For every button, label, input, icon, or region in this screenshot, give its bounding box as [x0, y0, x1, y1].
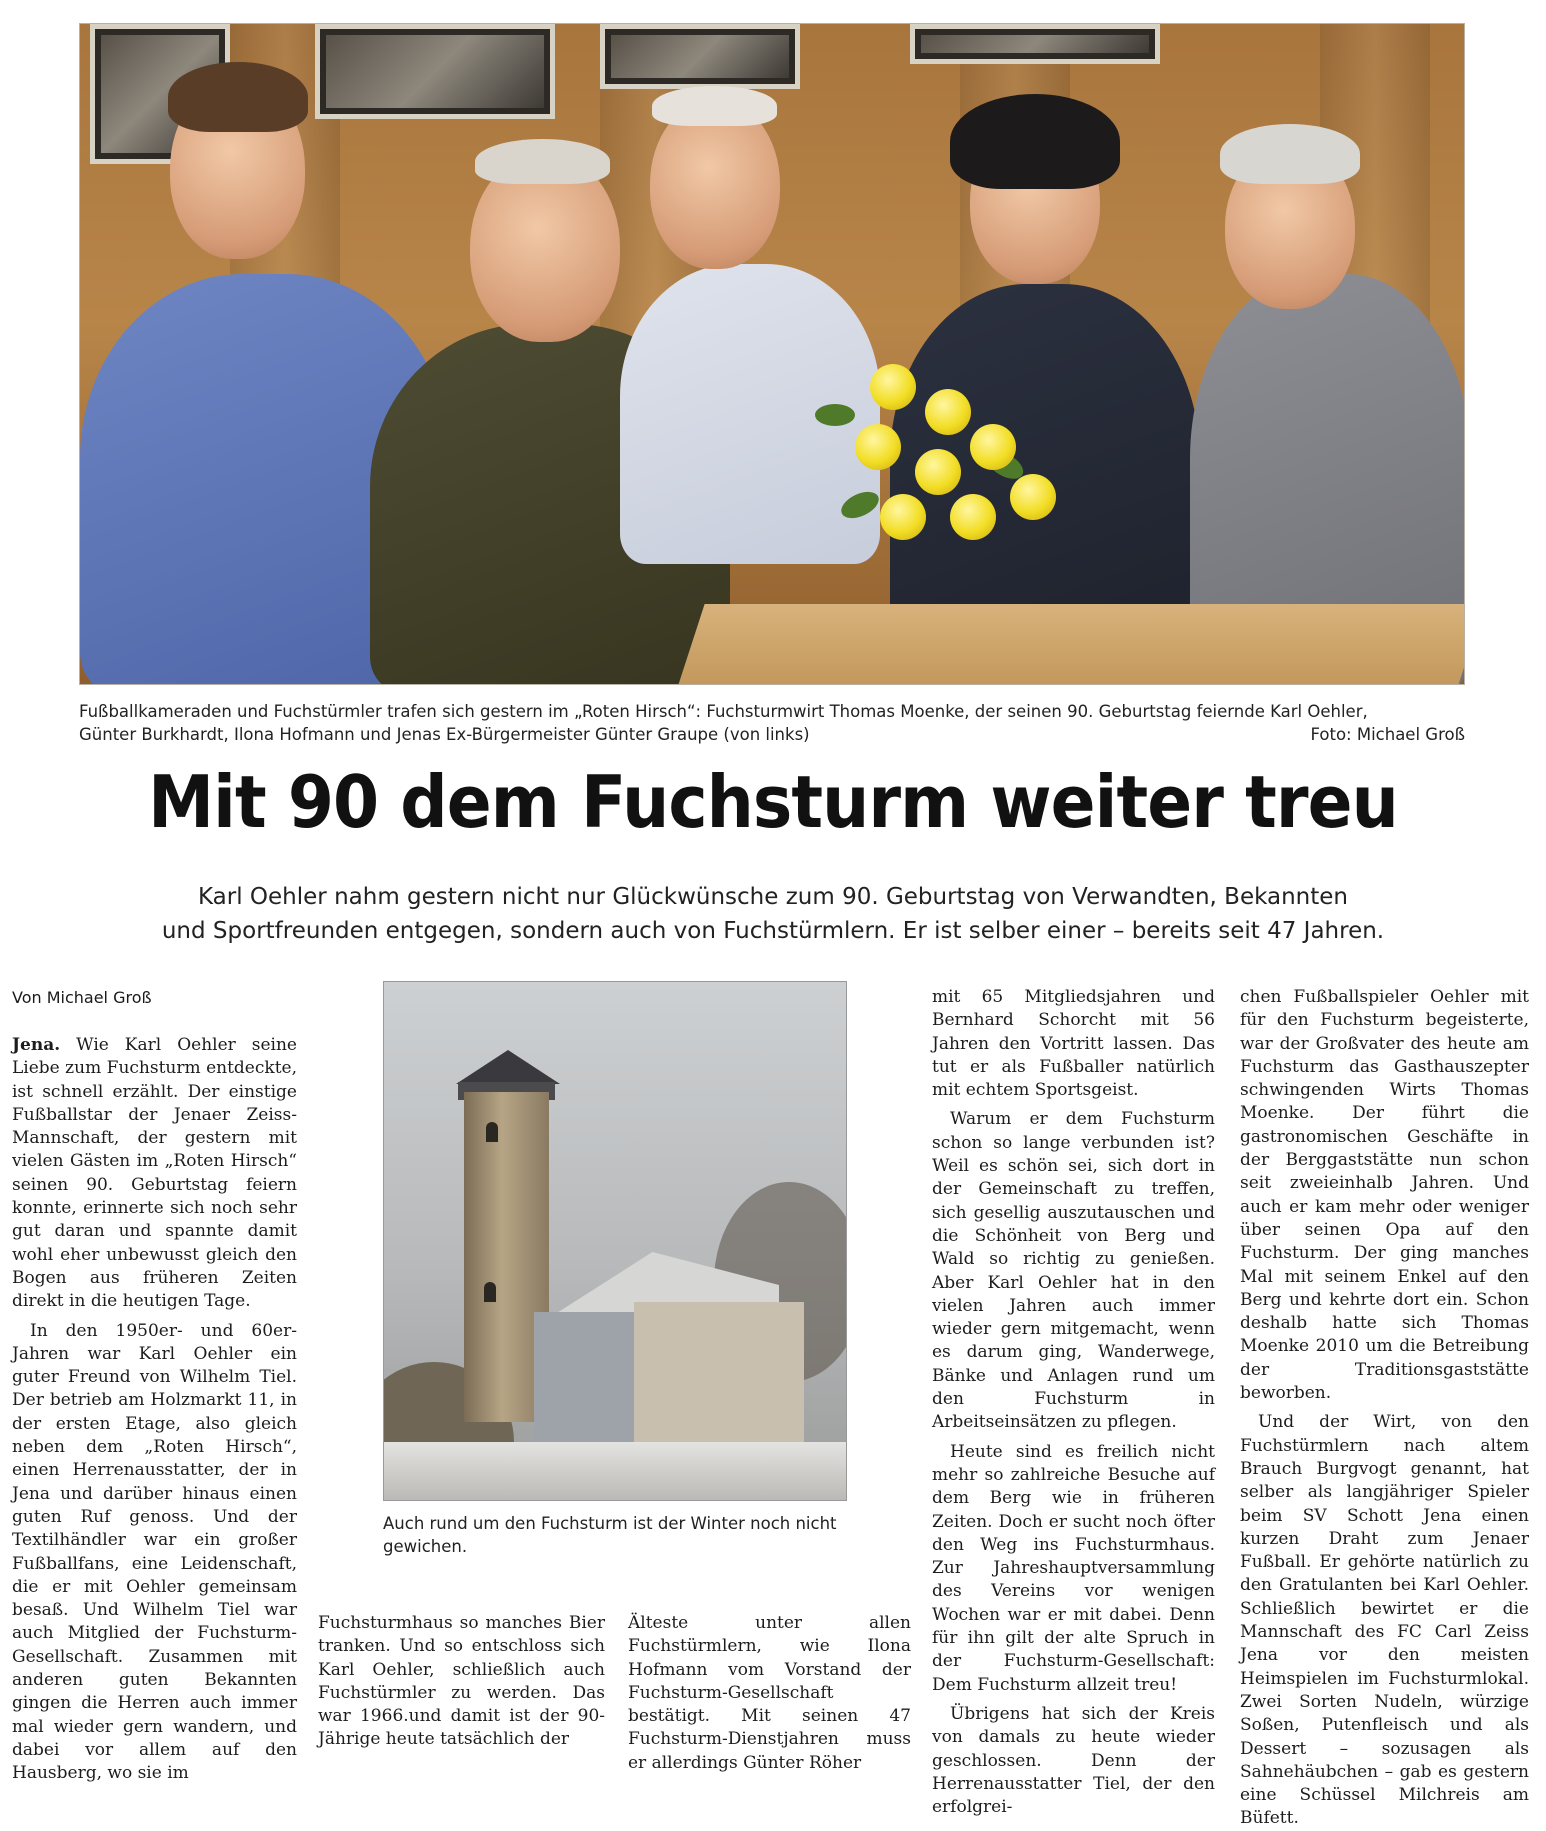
subheadline-line-2: und Sportfreunden entgegen, sondern auch von Fuchstürmlern. Er ist selber einer – bereits seit 47 Jahren.: [161, 918, 1385, 944]
article-column-2: [318, 1612, 605, 1752]
byline: Von Michael Groß: [12, 988, 152, 1007]
article-column-1: [12, 1034, 297, 1786]
article-column-3: [628, 1612, 911, 1775]
tower-photo-caption: Auch rund um den Fuchsturm ist der Winter noch nicht gewichen.: [383, 1514, 837, 1556]
group-photo: [79, 23, 1465, 685]
paragraph: mit 65 Mitgliedsjahren und Bernhard Schorcht mit 56 Jahren den Vortritt lassen. Das tut er als Fußballer natürlich mit echtem Sportsgeist.: [932, 987, 1215, 1101]
paragraph: Heute sind es freilich nicht mehr so zahlreiche Besuche auf dem Berg wie in früheren Zeiten. Doch er sucht noch öfter den Weg ins Fuchsturmhaus. Zur Jahreshauptversammlung des Vereins vor wenigen Wochen war er mit dabei. Denn für ihn gilt der alte Spruch in der Fuchsturm-Gesellschaft: Dem Fuchsturm allzeit treu!: [932, 1441, 1215, 1695]
article-column-4: [932, 986, 1215, 1819]
paragraph: Und der Wirt, von den Fuchstürmlern nach altem Brauch Burgvogt genannt, hat selber als langjähriger Spieler beim SV Schott Jena einen kurzen Draht zum Jenaer Fußball. Er gehörte natürlich zu den Gratulanten bei Karl Oehler. Schließlich bewirtet er die Mannschaft des FC Carl Zeiss Jena vor den meisten Heimspielen im Fuchsturmlokal. Zwei Sorten Nudeln, würzige Soßen, Putenfleisch und als Dessert – sozusagen als Sahnehäubchen – gab es gestern eine Schüssel Milchreis am Büfett.: [1240, 1412, 1529, 1829]
photo-caption: [79, 700, 1465, 746]
paragraph: Warum er dem Fuchsturm schon so lange verbunden ist? Weil es schön sei, sich dort in der Gemeinschaft zu treffen, sich gesellig auszutauschen und die Schönheit von Berg und Wald so richtig zu genießen. Aber Karl Oehler hat in den vielen Jahren auch immer wieder gern mitgemacht, wenn es darum ging, Wanderwege, Bänke und Anlagen rund um den Fuchsturm in Arbeitseinsätzen zu pflegen.: [932, 1109, 1215, 1433]
photo-caption-line-2: Günter Burkhardt, Ilona Hofmann und Jenas Ex-Bürgermeister Günter Graupe (von links): [79, 725, 810, 744]
headline: Mit 90 dem Fuchsturm weiter treu: [148, 760, 1398, 844]
photo-credit: Foto: Michael Groß: [1310, 725, 1465, 744]
paragraph: Übrigens hat sich der Kreis von damals zu heute wieder geschlossen. Denn der Herrenausstatter Tiel, der den erfolgrei-: [932, 1703, 1215, 1818]
photo-caption-line-1: Fußballkameraden und Fuchstürmler trafen sich gestern im „Roten Hirsch“: Fuchsturmwirt Thomas Moenke, der seinen 90. Geburtstag feiernde Karl Oehler,: [79, 702, 1368, 721]
subheadline-line-1: Karl Oehler nahm gestern nicht nur Glückwünsche zum 90. Geburtstag von Verwandten, Bekannten: [198, 884, 1348, 910]
dateline: Jena.: [12, 1035, 61, 1055]
paragraph: Älteste unter allen Fuchstürmlern, wie Ilona Hofmann vom Vorstand der Fuchsturm-Gesellschaft bestätigt. Mit seinen 47 Fuchsturm-Dienstjahren muss er allerdings Günter Röher: [628, 1613, 911, 1773]
paragraph: In den 1950er- und 60er-Jahren war Karl Oehler ein guter Freund von Wilhelm Tiel. Der betrieb am Holzmarkt 11, in der ersten Etage, also gleich neben dem „Roten Hirsch“, einen Herrenausstatter, der in Jena und darüber hinaus einen guten Ruf genoss. Und der Textilhändler war ein großer Fußballfans, eine Leidenschaft, die er mit Oehler gemeinsam besaß. Und Wilhelm Tiel war auch Mitglied der Fuchsturm-Gesellschaft. Zusammen mit anderen guten Bekannten gingen die Herren auch immer mal wieder gern wandern, und dabei vor allem auf den Hausberg, wo sie im: [12, 1320, 297, 1784]
paragraph: Fuchsturmhaus so manches Bier tranken. Und so entschloss sich Karl Oehler, schließlich auch Fuchstürmler zu werden. Das war 1966.und damit ist der 90-Jährige heute tatsächlich der: [318, 1613, 605, 1750]
fuchsturm-photo: [383, 981, 847, 1501]
paragraph: chen Fußballspieler Oehler mit für den Fuchsturm begeisterte, war der Großvater des heute am Fuchsturm das Gasthauszepter schwingenden Wirts Thomas Moenke. Der führt die gastronomischen Geschäfte in der Berggaststätte nun schon seit zweieinhalb Jahren. Und auch er kam mehr oder weniger über seinen Opa auf den Fuchsturm. Der ging manches Mal mit seinem Enkel auf den Berg und kehrte dort ein. Schon deshalb hatte sich Thomas Moenke 2010 um die Betreibung der Traditionsgaststätte beworben.: [1240, 987, 1529, 1404]
paragraph-text: Wie Karl Oehler seine Liebe zum Fuchsturm entdeckte, ist schnell erzählt. Der einstige Fußballstar der Jenaer Zeiss-Mannschaft, der gestern mit vielen Gästen im „Roten Hirsch“ seinen 90. Geburtstag feiern konnte, erinnerte sich noch sehr gut daran und spannte damit wohl eher unbewusst gleich den Bogen aus früheren Zeiten direkt in die heutigen Tage.: [12, 1035, 297, 1312]
paragraph: [12, 1034, 297, 1314]
subheadline: [60, 880, 1486, 948]
article-column-5: [1240, 986, 1529, 1831]
